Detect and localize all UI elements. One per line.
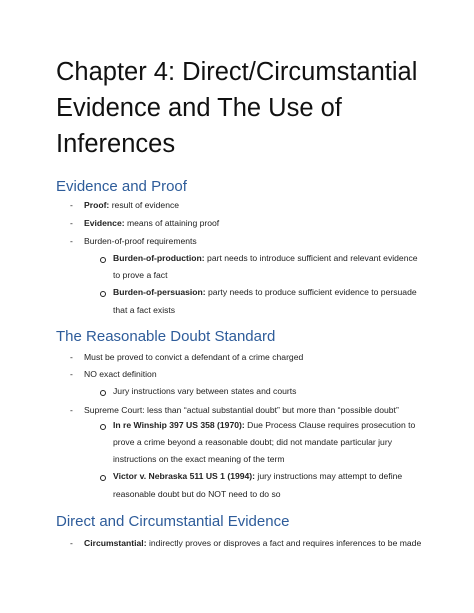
circle-bullet-icon xyxy=(100,475,106,481)
sub-list-item: Burden-of-production: part needs to introduce sufficient and relevant evidence xyxy=(113,253,418,263)
dash-bullet: - xyxy=(70,538,73,548)
sub-list-item-continuation: that a fact exists xyxy=(113,305,176,315)
list-item: Burden-of-proof requirements xyxy=(84,236,197,246)
sub-list-item: Victor v. Nebraska 511 US 1 (1994): jury instructions may attempt to define xyxy=(113,471,403,481)
list-item: Must be proved to convict a defendant of a crime charged xyxy=(84,352,304,362)
sub-list-item: In re Winship 397 US 358 (1970): Due Process Clause requires prosecution to xyxy=(113,420,416,430)
sub-list-item-continuation: prove a crime beyond a reasonable doubt; did not mandate particular jury xyxy=(113,437,392,447)
circle-bullet-icon xyxy=(100,424,106,430)
list-item: Supreme Court: less than “actual substantial doubt” but more than “possible doubt” xyxy=(84,405,399,415)
dash-bullet: - xyxy=(70,236,73,246)
circle-bullet-icon xyxy=(100,390,106,396)
sub-list-item: Jury instructions vary between states and courts xyxy=(113,386,297,396)
list-item: Evidence: means of attaining proof xyxy=(84,218,220,228)
circle-bullet-icon xyxy=(100,257,106,263)
dash-bullet: - xyxy=(70,405,73,415)
dash-bullet: - xyxy=(70,218,73,228)
dash-bullet: - xyxy=(70,369,73,379)
sub-list-item-continuation: to prove a fact xyxy=(113,270,168,280)
circle-bullet-icon xyxy=(100,291,106,297)
dash-bullet: - xyxy=(70,200,73,210)
sub-list-item: Burden-of-persuasion: party needs to produce sufficient evidence to persuade xyxy=(113,287,417,297)
chapter-title: Chapter 4: Direct/Circumstantial Evidence and The Use of Inferences xyxy=(56,58,418,158)
sub-list-item-continuation: reasonable doubt but do NOT need to do so xyxy=(113,489,281,499)
list-item: Circumstantial: indirectly proves or disproves a fact and requires inferences to be made xyxy=(84,538,422,548)
list-item: Proof: result of evidence xyxy=(84,200,180,210)
section-heading-reasonable-doubt: The Reasonable Doubt Standard xyxy=(56,328,276,345)
dash-bullet: - xyxy=(70,352,73,362)
sub-list-item-continuation: instructions on the exact meaning of the term xyxy=(113,454,285,464)
list-item: NO exact definition xyxy=(84,369,157,379)
section-heading-evidence-and-proof: Evidence and Proof xyxy=(56,178,187,195)
section-heading-direct-and-circumstantial: Direct and Circumstantial Evidence xyxy=(56,513,290,530)
